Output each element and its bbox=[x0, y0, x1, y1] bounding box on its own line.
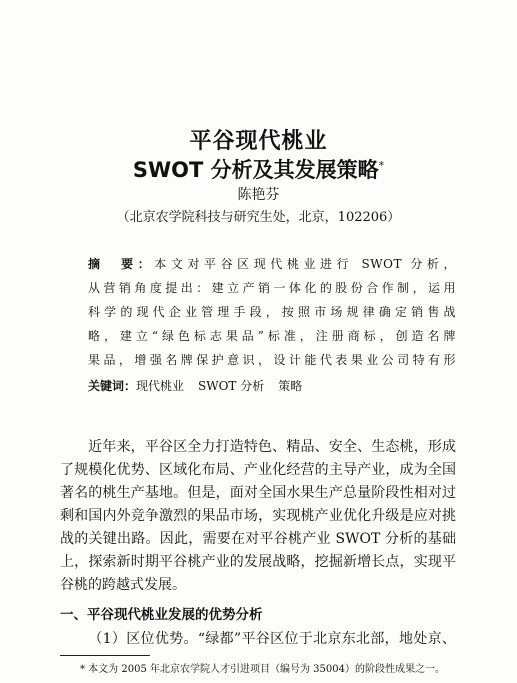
abstract-line: 果品，增强名牌保护意识，设计能代表果业公司特有形 bbox=[88, 353, 456, 367]
body-line bbox=[60, 436, 456, 459]
body-line: 著名的桃生产基地。但是，面对全国水果生产总量阶段性相对过 bbox=[60, 485, 456, 501]
body-line: 谷桃的跨越式发展。 bbox=[60, 577, 186, 593]
section-para-text: （1）区位优势。“绿都”平谷区位于北京东北部，地处京、 bbox=[88, 631, 456, 647]
abstract-line: 科学的现代企业管理手段，按照市场规律确定销售战 bbox=[88, 305, 456, 319]
body-line: 战的关键出路。因此，需要在对平谷桃产业 SWOT 分析的基础 bbox=[60, 531, 456, 547]
body-line: 剩和国内外竞争激烈的果品市场，实现桃产业优化升级是应对挑 bbox=[60, 508, 456, 524]
abstract-line: 略，建立“绿色标志果品”标准，注册商标，创造名牌 bbox=[88, 329, 456, 343]
keyword: 策略 bbox=[278, 379, 303, 393]
section-heading: 一、平谷现代桃业发展的优势分析 bbox=[60, 607, 263, 623]
abstract-text: 本文对平谷区现代桃业进行 SWOT 分析， bbox=[154, 257, 456, 271]
abstract-label: 摘 要： bbox=[88, 257, 155, 271]
abstract-line: 从营销角度提出：建立产销一体化的股份合作制，运用 bbox=[88, 281, 456, 295]
body-line: 了规模化优势、区域化布局、产业化经营的主导产业，成为全国 bbox=[60, 462, 456, 478]
keyword: 现代桃业 bbox=[136, 379, 185, 393]
article-title-line1: 平谷现代桃业 bbox=[189, 129, 328, 154]
body-line: 上，探索新时期平谷桃产业的发展战略，挖掘新增长点，实现平 bbox=[60, 554, 456, 570]
footnote-rule bbox=[60, 655, 150, 656]
body-text: 近年来，平谷区全力打造特色、精品、安全、生态桃，形成 bbox=[88, 439, 456, 455]
abstract-line bbox=[88, 255, 456, 273]
footnote-marker: * bbox=[378, 159, 385, 172]
article-title-line2 bbox=[0, 154, 517, 184]
keywords bbox=[88, 377, 456, 394]
keyword: SWOT 分析 bbox=[198, 379, 265, 393]
footnote: * 本文为 2005 年北京农学院人才引进项目（编号为 35004）的阶段性成果之一。 bbox=[80, 664, 445, 675]
author-affiliation: （北京农学院科技与研究生处，北京，102206） bbox=[116, 210, 401, 225]
section-para-line bbox=[60, 628, 456, 651]
author-name: 陈艳芬 bbox=[237, 187, 280, 203]
keywords-label: 关键词： bbox=[88, 379, 137, 393]
title-text: SWOT 分析及其发展策略 bbox=[132, 158, 379, 182]
